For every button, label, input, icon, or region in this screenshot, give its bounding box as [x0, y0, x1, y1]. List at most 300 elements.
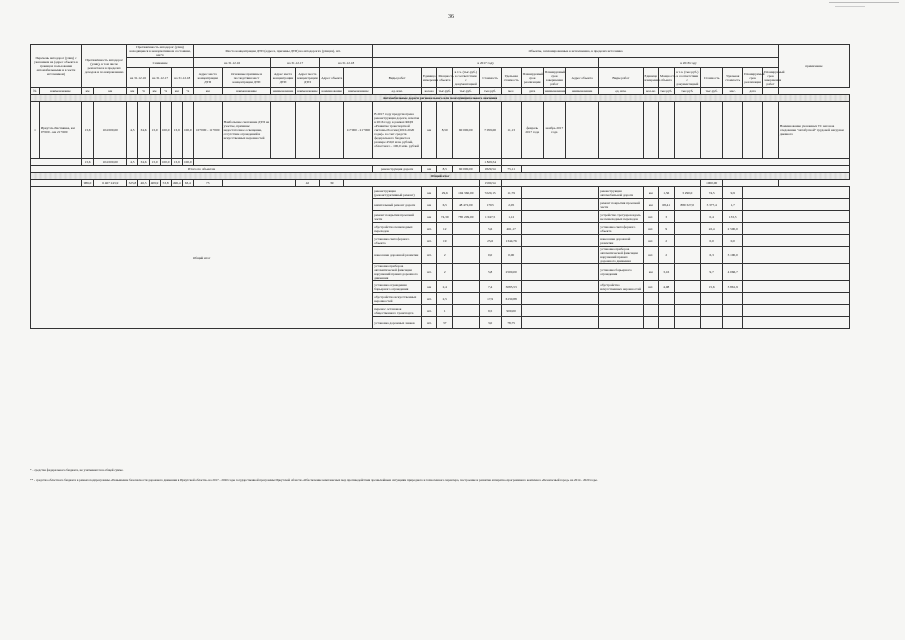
cell: В 2017 году предусмотрена реконструкция дороги, начатая в 2016 году, в рамках ФЦП «Развитие транспортной системы России (2010-2020 годы)» за счет средств федерального бюджета в размере 450,0 млн. рублей, областного - 100,0 млн. рублей — [373, 102, 422, 159]
cell: 2,4 — [437, 281, 453, 293]
cell: км — [421, 281, 437, 293]
cell — [521, 264, 599, 281]
cell — [521, 317, 599, 329]
cell: шт. — [421, 317, 437, 329]
cell: 2 — [659, 235, 675, 247]
header-cell: Мощность объекта — [437, 68, 453, 88]
cell: Наибольшее скопление ДТП на участке, причины: недостаточное освещение, отсутствие ограждений и искусственных неровностей — [222, 102, 271, 159]
cell: 4,5 — [127, 159, 138, 166]
cell: 68,41 — [659, 199, 675, 211]
cell: 22,4 — [701, 223, 723, 235]
units-cell: кол-во — [643, 88, 659, 95]
cell: 9,7 — [701, 264, 723, 281]
cell: 2 — [659, 247, 675, 264]
units-cell: наименование — [565, 88, 598, 95]
cell: 13,6 — [81, 159, 93, 166]
cell — [521, 293, 599, 305]
cell: 48 472,00 — [452, 199, 479, 211]
cell — [599, 293, 643, 305]
cell: 25,6 — [479, 235, 501, 247]
cell — [193, 159, 479, 166]
cell — [521, 235, 599, 247]
header-cell: в т.ч. (тыс.руб.) в соответствии с документацией — [674, 68, 701, 88]
cell: 1829,54 — [479, 166, 501, 173]
cell — [599, 102, 643, 159]
header-cell: Стоимость — [479, 68, 501, 88]
header-cell: Мощность объекта — [659, 68, 675, 88]
cell: обустройство искусственных неровностей — [373, 293, 422, 305]
header-cell: Виды работ — [599, 68, 643, 88]
cell — [659, 293, 675, 305]
cell: 2 500,0 — [723, 223, 743, 235]
cell: 1,56 — [659, 187, 675, 199]
cell — [521, 166, 849, 173]
cell: 7220,15 — [479, 187, 501, 199]
header-cell: на 31.12.16 — [193, 58, 271, 68]
cell — [674, 235, 701, 247]
cell — [674, 317, 701, 329]
header-cell: Планируемый срок реализации — [743, 68, 763, 88]
cell: км — [421, 166, 437, 173]
cell: ноябрь 2017 года — [543, 102, 565, 159]
cell: 100,0 — [182, 102, 193, 159]
cell: 3 861,9 — [723, 281, 743, 293]
cell: км — [421, 102, 437, 159]
header-cell: Планируемый срок реализации — [521, 68, 543, 88]
cell — [743, 305, 850, 317]
header-cell: Адрес объекта — [320, 68, 344, 88]
cell: 0,0 — [723, 235, 743, 247]
cell: шт. — [643, 235, 659, 247]
cell: 15,6 — [701, 281, 723, 293]
cell — [521, 281, 599, 293]
cell: 2 — [437, 264, 453, 281]
footnote: * - средства федерального бюджета, не учитываются в общей сумме. — [30, 468, 124, 472]
units-cell: % — [182, 88, 193, 95]
cell: реконструкция дороги — [373, 166, 422, 173]
cell — [723, 180, 779, 187]
cell: ремонт покрытия проезжей части — [373, 211, 422, 223]
header-cell: на 31.12.16 — [127, 68, 149, 88]
cell: 29,6 — [437, 187, 453, 199]
cell — [743, 281, 850, 293]
cell: установка приборов автоматической фиксации нарушений правил дорожного движения — [373, 264, 422, 281]
cell: 60 000,00 — [452, 166, 479, 173]
section-title: Автомобильные дороги регионального или межмуниципального значения — [31, 95, 850, 102]
cell — [674, 102, 701, 159]
cell — [521, 305, 599, 317]
cell: 75,11 — [501, 166, 521, 173]
header-cell: в т.ч. (тыс.руб.) в соответствии с документацией — [452, 68, 479, 88]
cell — [452, 305, 479, 317]
cell: шт. — [643, 211, 659, 223]
cell: 46,3 — [138, 180, 149, 187]
cell — [659, 102, 675, 159]
cell: реконструкция автомобильной дороги — [599, 187, 643, 199]
header-cell: Планируемый срок завершения работ — [764, 69, 785, 86]
cell: 0,0 — [701, 235, 723, 247]
cell: нанесение дорожной разметки — [373, 247, 422, 264]
cell — [743, 247, 850, 264]
cell — [701, 293, 723, 305]
units-cell: кол-во — [421, 88, 437, 95]
cell — [452, 235, 479, 247]
cell — [743, 187, 850, 199]
header-cell: в 2018 году — [599, 58, 779, 68]
units-cell: дата — [743, 88, 763, 95]
cell — [743, 102, 763, 159]
cell: 100,0 — [160, 102, 171, 159]
cell: 1,7 — [723, 199, 743, 211]
cell — [565, 102, 598, 159]
cell: км — [421, 199, 437, 211]
cell: 63,4 — [182, 180, 193, 187]
cell: 10+000 - 11+000 — [193, 102, 222, 159]
cell: шт. — [421, 235, 437, 247]
total-row — [31, 180, 850, 187]
cell — [501, 180, 700, 187]
units-cell: наименование — [544, 89, 566, 93]
header-cell: Стоимость — [701, 68, 723, 88]
cell: 3,16 — [659, 264, 675, 281]
cell: 3 290,0 — [674, 187, 701, 199]
cell — [743, 264, 850, 281]
cell — [452, 293, 479, 305]
cell: устройство тротуаров вдоль не пешеходных переходов — [599, 211, 643, 223]
cell: 889 327,0 — [674, 199, 701, 211]
cell — [723, 317, 743, 329]
cell — [643, 305, 659, 317]
cell — [659, 317, 675, 329]
units-cell: наименование — [222, 88, 271, 95]
cell — [31, 180, 82, 187]
cell: 0,4 — [701, 211, 723, 223]
cell: 13,6 — [81, 102, 93, 159]
scan-edge-mark — [829, 2, 899, 5]
header-cell: Адрес объекта — [565, 68, 598, 88]
cell: 6 467 243,9 — [94, 180, 127, 187]
cell: 39 — [320, 180, 344, 187]
cell: обустройство пешеходных переходов — [373, 223, 422, 235]
header-cell: Протяжённость автодорог (улиц) находящиеся в ненормативном состоянии, км/% — [127, 45, 193, 58]
cell — [320, 102, 344, 159]
cell: шт. — [421, 223, 437, 235]
header-cell: Адрес места концентрации ДТП — [271, 68, 295, 88]
cell: 6,5 — [437, 199, 453, 211]
cell: км — [643, 199, 659, 211]
cell: 34,6 — [138, 102, 149, 159]
units-cell: № — [31, 88, 40, 95]
works-body — [31, 187, 850, 329]
cell: 7 059,00 — [479, 102, 501, 159]
header-cell: Снижение — [127, 58, 193, 68]
cell — [501, 159, 849, 166]
header-row — [31, 58, 850, 68]
units-cell: км — [94, 88, 127, 95]
cell — [271, 102, 295, 159]
cell: установка барьерного ограждения — [599, 264, 643, 281]
cell — [674, 247, 701, 264]
cell: 13,9 — [171, 159, 182, 166]
cell — [743, 317, 850, 329]
cell: 100,0 — [161, 160, 170, 164]
cell — [452, 223, 479, 235]
cell: 986,0 — [81, 180, 93, 187]
cell: 104 000,00 — [94, 102, 127, 159]
cell — [674, 305, 701, 317]
cell: установка дорожных знаков — [373, 317, 422, 329]
cell: 19 — [437, 235, 453, 247]
cell — [521, 223, 599, 235]
units-cell: мес. — [723, 88, 743, 95]
cell: 78,75 — [501, 317, 521, 329]
cell: шт. — [643, 247, 659, 264]
cell — [521, 199, 599, 211]
cell: 1 829,54 — [479, 159, 501, 166]
cell — [659, 305, 675, 317]
cell: 1590,54 — [479, 180, 501, 187]
cell: нанесение дорожной разметки — [599, 235, 643, 247]
road-name: Иркутск-Листвянка, км 0+000 - км 21+600 — [39, 102, 81, 159]
units-cell: тыс.руб. — [452, 88, 479, 95]
cell: 1763 — [479, 199, 501, 211]
cell: установка приборов автоматической фиксации нарушений правил дорожного движения — [599, 247, 643, 264]
cell — [643, 102, 659, 159]
cell: 8,5 — [437, 166, 453, 173]
cell: км — [421, 211, 437, 223]
cell — [723, 305, 743, 317]
header-cell: Протяжённость автодорог (улиц), в том числе ремонтом и в пределах доходов и по направлению — [81, 45, 126, 88]
header-cell: в 2017 году — [373, 58, 599, 68]
cell: февраль 2017 года — [521, 102, 543, 159]
header-cell: Основные причины и последствия мест концентрации ДТП — [222, 68, 271, 88]
cell: 53,8 — [160, 180, 171, 187]
cell: 785 209,00 — [452, 211, 479, 223]
header-cell: на 31.12.18 — [320, 58, 373, 68]
cell — [701, 317, 723, 329]
cell — [599, 317, 643, 329]
cell: 461,17 — [501, 223, 521, 235]
cell: шт. — [421, 305, 437, 317]
note-cell: Наименование указанных ТС вагонов следование "автобусной" трудовой нагрузки дневного — [778, 102, 849, 159]
cell: ремонт покрытия проезжей части — [599, 199, 643, 211]
cell: 100,0 — [183, 160, 192, 164]
header-cell: Планируемый срок завершения работ — [544, 69, 566, 86]
page-number: 36 — [448, 14, 454, 20]
cell — [344, 180, 479, 187]
section-row — [31, 95, 850, 102]
cell — [743, 235, 850, 247]
cell: 9,5 — [479, 305, 501, 317]
cell — [701, 102, 723, 159]
units-row — [31, 88, 850, 95]
cell: 1 047,5 — [479, 211, 501, 223]
cell: 133,3 — [723, 211, 743, 223]
cell: 4 066,7 — [723, 264, 743, 281]
cell — [452, 264, 479, 281]
cell: 11,13 — [501, 102, 521, 159]
units-cell: тыс.руб. — [674, 88, 701, 95]
cell: 1000,00 — [701, 180, 723, 187]
units-cell: тыс.руб. — [438, 89, 451, 93]
cell — [723, 102, 743, 159]
cell — [674, 281, 701, 293]
units-cell: наименование — [39, 88, 81, 95]
section-title: Общий итог — [31, 173, 850, 180]
header-cell: Перечень автодорог (улиц) с указанием на (адрес объекта в границах пользования автомобильными и в части источником) — [31, 45, 82, 88]
units-cell: дата — [521, 88, 543, 95]
cell: 3 — [659, 211, 675, 223]
cell: 2,05 — [501, 199, 521, 211]
cell: 4,5 — [127, 102, 138, 159]
units-cell: тыс.руб. — [479, 88, 501, 95]
units-cell: тыс.руб. — [660, 89, 673, 93]
cell — [521, 247, 599, 264]
cell — [452, 281, 479, 293]
itogo-label: Итого по объектам — [31, 166, 373, 173]
header-cell: примечание — [778, 45, 849, 88]
header-cell: Удельная стоимость — [723, 68, 743, 88]
cell: 74,5 — [701, 187, 723, 199]
header-cell: Единица измерения — [643, 68, 659, 88]
cell: 2500,00 — [501, 264, 521, 281]
cell — [743, 223, 850, 235]
units-cell: наименование — [297, 89, 318, 93]
cell: 6,3 — [701, 247, 723, 264]
cell: 1 — [31, 102, 40, 159]
cell: 900,00 — [501, 305, 521, 317]
cell: 73 — [193, 180, 222, 187]
cell — [743, 199, 850, 211]
cell: 13,9 — [171, 102, 182, 159]
itogo-row — [31, 166, 850, 173]
header-row — [31, 45, 850, 58]
road-safety-table — [30, 44, 850, 329]
cell: 325,8 — [128, 181, 137, 185]
cell: 3 190,0 — [723, 247, 743, 264]
header-cell: на 31.12.18 — [171, 68, 193, 88]
cell: 11,79 — [501, 187, 521, 199]
cell: 7,4 — [479, 281, 501, 293]
header-cell: Адрес места концентрации ДТП — [295, 68, 319, 88]
cell: 6130,88 — [501, 293, 521, 305]
cell: 409,9 — [150, 181, 159, 185]
units-cell: % — [138, 88, 149, 95]
cell — [643, 293, 659, 305]
footnote: ** - средства областного бюджета в рамках подпрограммы «Повышение безопасности дорожного движения в Иркутской области» на 2017 - 2020 годы государственной программы Иркутской области «Обеспечение комплексных мер противодействия чрезвычайным ситуациям природного и техногенного характера, построение и развитие аппаратно-программного комплекса «Безопасный город» на 2014 - 2020 годы. — [30, 478, 598, 482]
cell: 104 000,00 — [94, 159, 127, 166]
cell: 194 360,00 — [452, 187, 479, 199]
cell: км — [643, 187, 659, 199]
cell: 3 377,4 — [701, 199, 723, 211]
units-cell — [763, 88, 779, 95]
cell: 3,0 — [479, 317, 501, 329]
units-cell: мес. — [501, 88, 521, 95]
units-cell: км — [127, 88, 138, 95]
units-cell: ед. изм. — [373, 88, 422, 95]
cell: 1,12 — [501, 211, 521, 223]
cell: 42 — [295, 180, 319, 187]
cell: установка ограждения барьерного ограждения — [373, 281, 422, 293]
cell: 9,9 — [723, 187, 743, 199]
cell — [452, 317, 479, 329]
cell: 4,08 — [659, 281, 675, 293]
cell: шт. — [643, 223, 659, 235]
section-row — [31, 173, 850, 180]
cell: 13,0 — [149, 102, 160, 159]
scan-edge-mark — [835, 6, 865, 7]
cell: шт. — [643, 281, 659, 293]
cell — [674, 264, 701, 281]
cell: 11+000 - 21+000 — [344, 102, 373, 159]
cell: 1344,76 — [501, 235, 521, 247]
units-cell: тыс.руб. — [701, 88, 723, 95]
cell: 0,00 — [501, 247, 521, 264]
cell — [31, 159, 82, 166]
cell: шт. — [421, 247, 437, 264]
cell — [599, 305, 643, 317]
units-cell: км — [81, 88, 93, 95]
cell — [295, 102, 319, 159]
cell: 3085,53 — [501, 281, 521, 293]
cell — [521, 187, 599, 199]
units-cell: км — [193, 88, 222, 95]
cell: 5,8 — [479, 264, 501, 281]
cell: шт. — [421, 293, 437, 305]
cell — [743, 293, 850, 305]
cell — [743, 211, 850, 223]
cell: 37 — [437, 317, 453, 329]
cell: 60 000,00 — [452, 102, 479, 159]
units-cell: км — [149, 88, 160, 95]
cell: реконструкция (реконструктивный ремонт) — [373, 187, 422, 199]
header-cell: на 31.12.17 — [149, 68, 171, 88]
header-cell: Место концентрации ДТП (адреса, причины ДТП) на автодорогах (улицах), шт. — [193, 45, 372, 58]
cell: 2 — [437, 247, 453, 264]
cell: 496,4 — [172, 181, 181, 185]
cell — [763, 102, 779, 159]
cell — [701, 305, 723, 317]
cell: 2,5 — [437, 293, 453, 305]
cell: 9 — [659, 223, 675, 235]
header-cell: Объекты, запланированные к исполнению, в пределах источника — [373, 45, 779, 58]
header-cell: на 31.12.17 — [271, 58, 320, 68]
cell — [643, 317, 659, 329]
subtotal-row — [31, 159, 850, 166]
header-cell: Удельная стоимость — [501, 68, 521, 88]
cell: 8,50 — [437, 102, 453, 159]
table-row — [31, 102, 850, 159]
units-cell: наименование — [344, 88, 373, 95]
cell — [674, 211, 701, 223]
works-row — [31, 187, 850, 199]
cell: 34,6 — [138, 159, 149, 166]
cell — [723, 293, 743, 305]
cell: установка светофорного объекта — [599, 223, 643, 235]
cell: установка светофорного объекта — [373, 235, 422, 247]
cell: 74,39 — [437, 211, 453, 223]
cell: км — [421, 187, 437, 199]
header-cell: Адрес места концентрации ДТП — [193, 68, 222, 88]
units-cell: наименование — [321, 89, 342, 93]
cell: км — [643, 264, 659, 281]
cell — [222, 180, 295, 187]
header-cell: Единица измерения — [421, 68, 437, 88]
cell: перенос остановок общественного транспорта — [373, 305, 422, 317]
cell — [452, 247, 479, 264]
header-cell — [344, 68, 373, 88]
cell: 0,0 — [479, 247, 501, 264]
